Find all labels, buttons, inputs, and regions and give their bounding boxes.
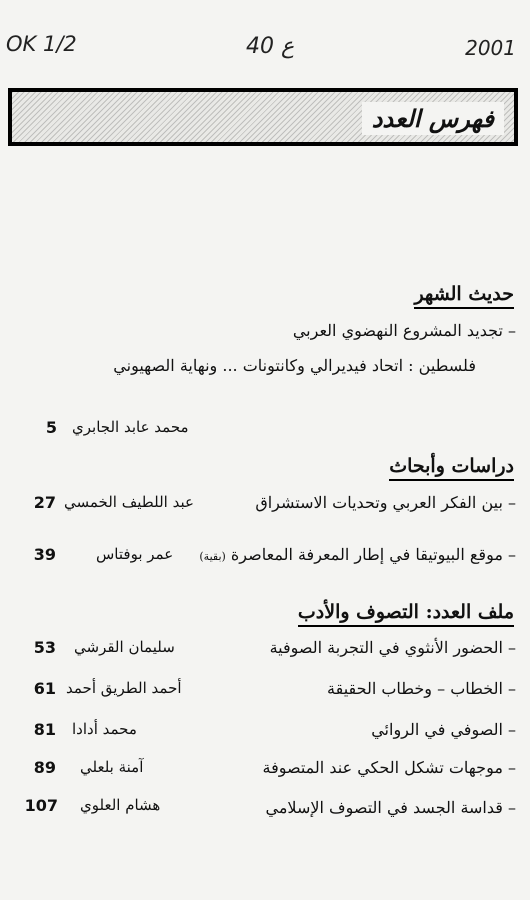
entry-page-number: 81	[33, 720, 56, 739]
entry-title-continued: فلسطين : اتحاد فيديرالي وكانتونات ... ونهاية الصهيوني	[113, 356, 476, 375]
entry-title: – بين الفكر العربي وتحديات الاستشراق	[255, 493, 516, 512]
entry-author: هشام العلوي	[80, 796, 161, 814]
entry-title: – قداسة الجسد في التصوف الإسلامي	[265, 798, 516, 817]
entry-author: أحمد الطريق أحمد	[66, 679, 182, 697]
entry-author: عبد اللطيف الخمسي	[64, 493, 194, 511]
entry-page-number: 5	[45, 418, 57, 437]
entry-page-number: 61	[33, 679, 56, 698]
entry-title: – موجهات تشكل الحكي عند المتصوفة	[262, 758, 516, 777]
entry-page-number: 53	[33, 638, 56, 657]
entry-author: آمنة بلعلي	[80, 758, 144, 776]
entry-page-number: 107	[24, 796, 58, 815]
entry-page-number: 27	[33, 493, 56, 512]
entry-title: – الحضور الأنثوي في التجربة الصوفية	[269, 638, 516, 657]
entry-title-text: – موقع البيوتيقا في إطار المعرفة المعاصرة	[230, 545, 516, 564]
section-heading: دراسات وأبحاث	[389, 455, 514, 481]
entry-title: – الصوفي في الروائي	[371, 720, 516, 739]
entry-page-number: 89	[33, 758, 56, 777]
entry-author: محمد أدادا	[72, 720, 137, 738]
entry-title	[199, 545, 516, 564]
entry-note: (بقية)	[199, 550, 226, 563]
entry-title: – الخطاب – وخطاب الحقيقة	[327, 679, 516, 698]
entry-author: محمد عابد الجابري	[72, 418, 189, 436]
page-title: فهرس العدد	[362, 102, 504, 135]
section-heading: حديث الشهر	[414, 283, 514, 309]
section-heading: ملف العدد: التصوف والأدب	[298, 601, 514, 627]
handwritten-note-left: OK 1/2	[6, 32, 77, 56]
entry-author: عمر بوفتاس	[96, 545, 174, 563]
title-banner	[8, 88, 518, 146]
handwritten-note-center: 40 ع	[246, 34, 295, 59]
entry-title: – تجديد المشروع النهضوي العربي	[292, 321, 516, 340]
entry-author: سليمان القرشي	[74, 638, 175, 656]
entry-page-number: 39	[33, 545, 56, 564]
handwritten-year: 2001	[465, 36, 516, 60]
